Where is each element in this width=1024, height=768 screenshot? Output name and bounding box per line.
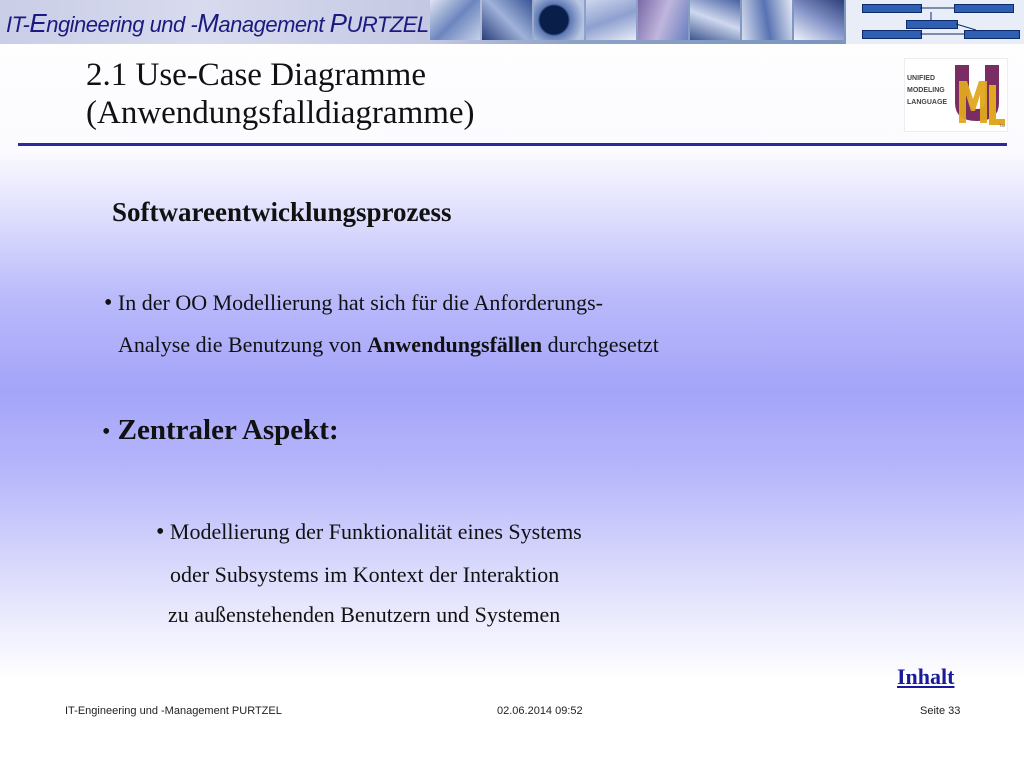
- central-aspect-heading: • Zentraler Aspekt:: [102, 414, 339, 446]
- footer-date: 02.06.2014 09:52: [497, 705, 583, 717]
- sub-bullet-line-2: oder Subsystems im Kontext der Interaktion: [170, 562, 560, 587]
- uml-logo-icon: [949, 61, 1007, 129]
- banner-photo-5: [638, 0, 688, 40]
- contents-link[interactable]: Inhalt: [897, 664, 955, 689]
- title-divider: [18, 143, 1007, 146]
- uml-logo-text: UNIFIED MODELING LANGUAGE: [907, 75, 948, 106]
- banner-photo-4: [586, 0, 636, 40]
- uml-connectors: [846, 0, 1024, 44]
- sub-bullet-line-1: • Modellierung der Funktionalität eines Systems: [156, 519, 582, 545]
- banner-photo-1: [430, 0, 480, 40]
- header-banner: [0, 0, 1024, 44]
- bullet-marker: •: [104, 290, 113, 316]
- banner-photo-6: [690, 0, 740, 40]
- title-line-1: 2.1 Use-Case Diagramme: [86, 57, 426, 93]
- bullet-1-line-1: • In der OO Modellierung hat sich für die Anforderungs-: [104, 290, 604, 316]
- uml-logo: [904, 58, 1008, 132]
- section-subheading: Softwareentwicklungsprozess: [112, 197, 452, 227]
- title-line-2: (Anwendungsfalldiagramme): [86, 95, 475, 131]
- bullet-marker: •: [156, 519, 165, 545]
- banner-photo-3: [534, 0, 584, 40]
- sub-bullet-line-3: zu außenstehenden Benutzern und Systemen: [168, 602, 561, 627]
- banner-uml-diagram: [846, 0, 1024, 44]
- banner-photo-2: [482, 0, 532, 40]
- bullet-1-line-2: Analyse die Benutzung von Anwendungsfällen durchgesetzt: [118, 332, 659, 357]
- banner-photo-8: [794, 0, 844, 40]
- bullet-marker: •: [102, 419, 111, 445]
- banner-photo-7: [742, 0, 792, 40]
- footer-page-number: Seite 33: [920, 705, 961, 717]
- footer-left: IT-Engineering und -Management PURTZEL: [65, 705, 282, 717]
- page-title: [86, 56, 475, 132]
- banner-title: IT-Engineering und -Management PURTZEL: [6, 8, 429, 38]
- uml-tm: TM: [999, 123, 1005, 128]
- emphasis-anwendungsfaellen: Anwendungsfällen: [367, 332, 543, 357]
